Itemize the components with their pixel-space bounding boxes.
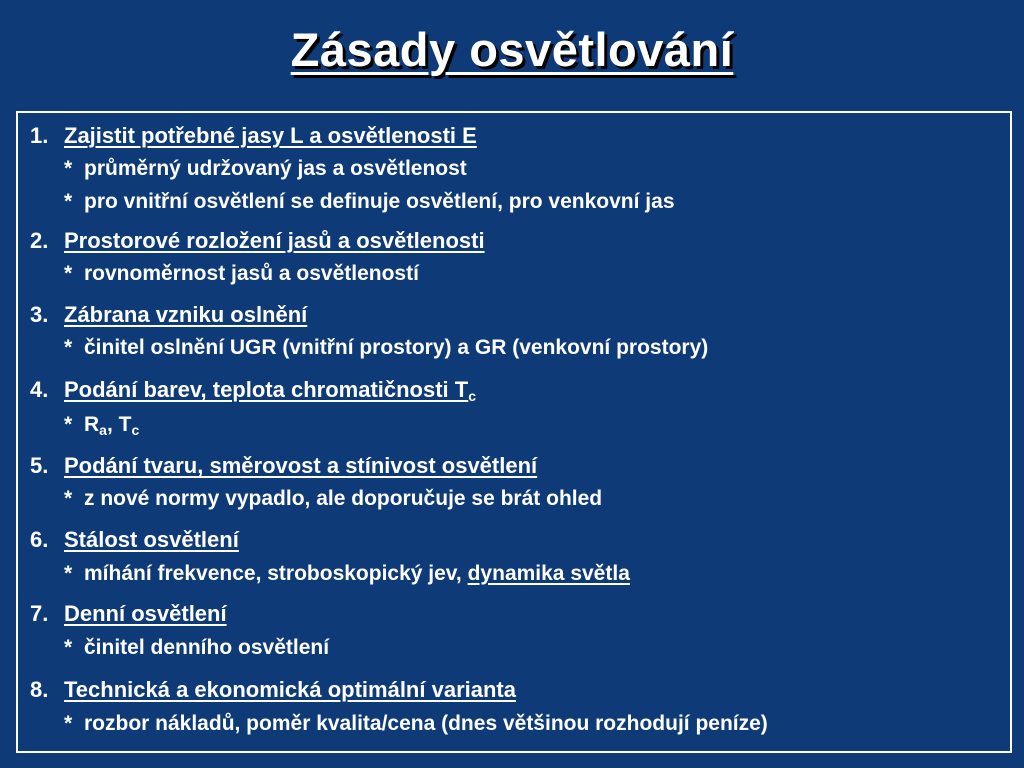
bullet-star: * (64, 190, 73, 213)
sub-item-text: míhání frekvence, stroboskopický jev, (84, 562, 468, 585)
bullet-star: * (64, 336, 73, 359)
item-heading[interactable]: Prostorové rozložení jasů a osvětlenosti (64, 228, 485, 253)
item-number: 1. (30, 123, 49, 148)
sub-item-text: pro vnitřní osvětlení se definuje osvětlení, pro venkovní jas (84, 190, 675, 213)
separator: , T (106, 413, 132, 436)
sub-item-text: činitel denního osvětlení (84, 636, 330, 659)
item-number: 6. (30, 527, 49, 552)
bullet-star: * (64, 413, 73, 436)
sub-item (64, 707, 768, 740)
bullet-star: * (64, 157, 73, 180)
sub-item (64, 257, 419, 290)
bullet-star: * (64, 712, 73, 735)
sub-item-text: z nové normy vypadlo, ale doporučuje se brát ohled (84, 487, 603, 510)
subscript: a (99, 422, 107, 438)
item-number: 4. (30, 377, 49, 402)
item-number: 5. (30, 453, 49, 478)
bullet-star: * (64, 636, 73, 659)
item-heading[interactable] (64, 373, 476, 406)
sub-item (64, 482, 602, 515)
bullet-star: * (64, 262, 73, 285)
item-number: 8. (30, 677, 49, 702)
slide-title: Zásady osvětlování (290, 23, 734, 76)
sub-item (64, 557, 630, 590)
item-heading[interactable]: Denní osvětlení (64, 601, 227, 626)
sub-item (64, 152, 467, 185)
subscript: c (468, 388, 477, 404)
item-heading[interactable]: Podání tvaru, směrovost a stínivost osvětlení (64, 453, 538, 478)
item-heading[interactable]: Stálost osvětlení (64, 527, 239, 552)
sub-item (64, 631, 329, 664)
item-heading-text: Podání barev, teplota chromatičnosti T (64, 377, 469, 402)
bullet-star: * (64, 487, 73, 510)
content-box (16, 111, 1012, 753)
item-heading[interactable]: Technická a ekonomická optimální varianta (64, 677, 516, 702)
sub-item (64, 408, 139, 441)
sub-item-text: průměrný udržovaný jas a osvětlenost (84, 157, 467, 180)
sub-item (64, 185, 675, 218)
dynamika-link[interactable]: dynamika světla (467, 562, 630, 585)
sub-item (64, 331, 708, 364)
item-number: 7. (30, 601, 49, 626)
symbol-r: R (84, 413, 100, 436)
item-heading[interactable]: Zábrana vzniku oslnění (64, 302, 308, 327)
bullet-star: * (64, 562, 73, 585)
item-number: 2. (30, 228, 49, 253)
item-heading[interactable]: Zajistit potřebné jasy L a osvětlenosti E (64, 123, 477, 148)
subscript: c (131, 422, 140, 438)
item-number: 3. (30, 302, 49, 327)
sub-item-text: rovnoměrnost jasů a osvětleností (84, 262, 419, 285)
sub-item-text: rozbor nákladů, poměr kvalita/cena (dnes většinou rozhodují peníze) (84, 712, 768, 735)
sub-item-text: činitel oslnění UGR (vnitřní prostory) a GR (venkovní prostory) (84, 336, 709, 359)
